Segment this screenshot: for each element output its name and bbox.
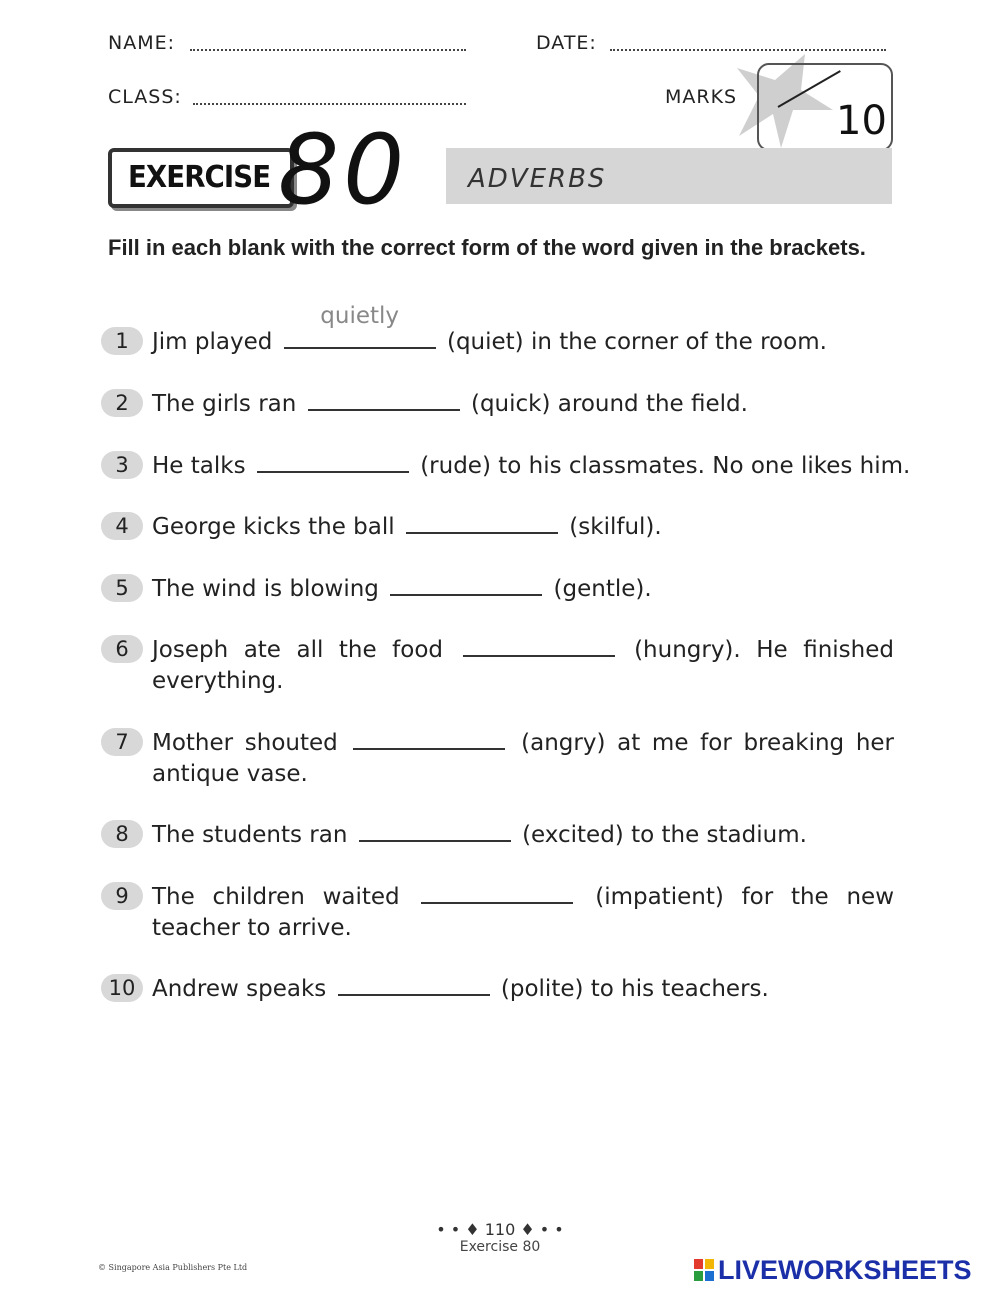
question-hint: (quiet) in the corner of the room. (446, 329, 827, 355)
question-prompt: He talks (152, 453, 246, 479)
answer-blank[interactable] (338, 972, 490, 996)
answer-blank[interactable] (463, 633, 615, 657)
question-text (152, 972, 894, 1005)
question-hint: (hungry). He finished everything. (152, 637, 894, 694)
date-field[interactable] (610, 49, 886, 51)
question-prompt: George kicks the ball (152, 514, 395, 540)
question-text (152, 572, 894, 605)
question-prompt: Jim played (152, 329, 273, 355)
exercise-label: EXERCISE (128, 160, 271, 195)
answer-blank[interactable] (421, 880, 573, 904)
question-hint: (excited) to the stadium. (522, 822, 807, 848)
name-field[interactable] (190, 49, 466, 51)
question-hint: (skilful). (569, 514, 662, 540)
question-prompt: The students ran (152, 822, 348, 848)
question-number: 8 (101, 820, 143, 848)
marks-total: 10 (836, 98, 887, 144)
question-hint: (gentle). (553, 576, 652, 602)
topic-title: ADVERBS (468, 164, 607, 194)
answer-blank[interactable] (353, 726, 505, 750)
answer-blank[interactable] (284, 303, 436, 349)
question-text (152, 880, 894, 944)
exercise-reference: Exercise 80 (459, 1239, 541, 1255)
marks-label: MARKS (665, 86, 738, 108)
question-number: 1 (101, 327, 143, 355)
question-prompt: Joseph ate all the food (152, 637, 443, 663)
answer-text: quietly (320, 303, 400, 329)
copyright-text: © Singapore Asia Publishers Pte Ltd (98, 1263, 248, 1272)
question-prompt: Mother shouted (152, 730, 338, 756)
question-hint: (rude) to his classmates. No one likes him. (420, 453, 911, 479)
question-text (152, 303, 894, 358)
answer-blank[interactable] (359, 818, 511, 842)
question-text (152, 818, 894, 851)
liveworksheets-brand[interactable]: LIVEWORKSHEETS (718, 1255, 972, 1285)
liveworksheets-logo-icon (694, 1259, 714, 1281)
question-number: 4 (101, 512, 143, 540)
question-number: 9 (101, 882, 143, 910)
class-field[interactable] (193, 103, 466, 105)
question-prompt: The girls ran (152, 391, 297, 417)
name-label: NAME: (108, 32, 176, 54)
question-text (152, 510, 894, 543)
class-label: CLASS: (108, 86, 182, 108)
question-number: 3 (101, 451, 143, 479)
question-hint: (polite) to his teachers. (500, 976, 769, 1002)
question-number: 2 (101, 389, 143, 417)
answer-blank[interactable] (308, 387, 460, 411)
answer-blank[interactable] (406, 510, 558, 534)
question-hint: (quick) around the field. (470, 391, 748, 417)
question-number: 5 (101, 574, 143, 602)
question-text (152, 387, 894, 420)
exercise-number: 80 (278, 114, 409, 226)
question-number: 7 (101, 728, 143, 756)
question-prompt: The children waited (152, 884, 400, 910)
question-number: 6 (101, 635, 143, 663)
question-text (152, 726, 894, 790)
question-prompt: The wind is blowing (152, 576, 379, 602)
page-number: • • ♦ 110 ♦ • • (436, 1220, 564, 1239)
date-label: DATE: (536, 32, 597, 54)
question-text (152, 449, 911, 482)
question-hint: (angry) at me for breaking her antique vase. (152, 730, 895, 787)
question-text (152, 633, 894, 697)
answer-blank[interactable] (257, 449, 409, 473)
answer-blank[interactable] (390, 572, 542, 596)
question-hint: (impatient) for the new teacher to arrive. (152, 884, 895, 941)
instruction-text: Fill in each blank with the correct form of the word given in the brackets. (108, 235, 866, 260)
question-number: 10 (101, 974, 143, 1002)
question-prompt: Andrew speaks (152, 976, 327, 1002)
